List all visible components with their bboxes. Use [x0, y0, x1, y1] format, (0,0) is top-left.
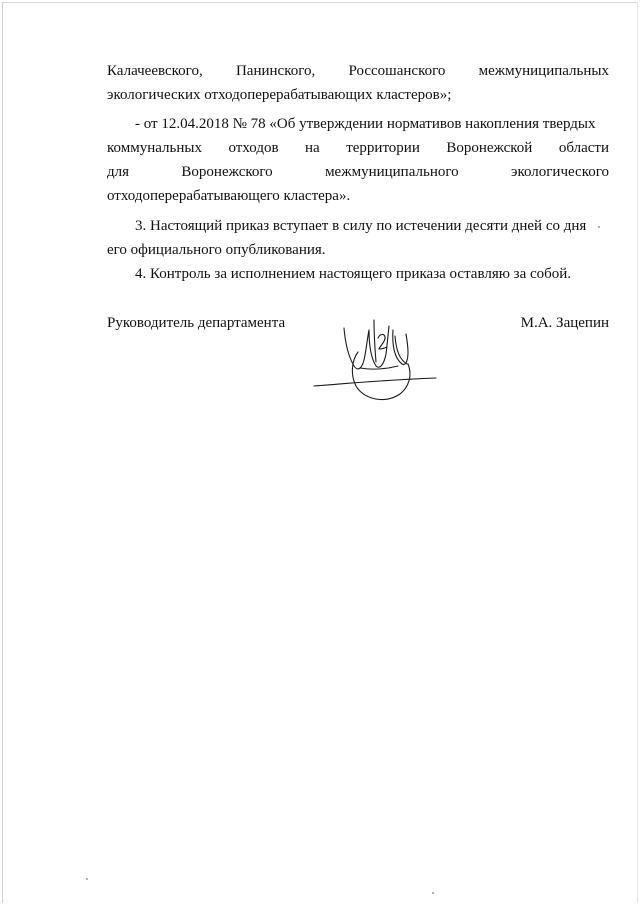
word: для: [107, 164, 130, 180]
paragraph-line: экологических отходоперерабатывающих кластеров»;: [107, 87, 452, 103]
paragraph-order-78: [107, 112, 609, 208]
paragraph-line: [107, 136, 609, 160]
paragraph-line: [107, 59, 609, 83]
word: межмуниципальных: [478, 63, 609, 79]
word: области: [558, 140, 609, 156]
word: территории: [346, 140, 420, 156]
paragraph-line: - от 12.04.2018 № 78 «Об утверждении нормативов накопления твердых: [135, 116, 596, 132]
paragraph-effective-date: [107, 214, 609, 262]
paragraph-control: [107, 262, 609, 286]
word: на: [305, 140, 320, 156]
signatory-name: М.А. Зацепин: [520, 315, 609, 331]
signatory-position: Руководитель департамента: [107, 315, 286, 331]
paragraph-line: его официального опубликования.: [107, 242, 326, 258]
word: Панинского,: [235, 63, 316, 79]
word: Россошанского: [348, 63, 446, 79]
page-border-right: [637, 2, 638, 903]
word: экологического: [511, 164, 609, 180]
paragraph-line: отходоперерабатывающего кластера».: [107, 188, 351, 204]
word: отходов: [228, 140, 279, 156]
paragraph-line: [107, 160, 609, 184]
paragraph-line: 3. Настоящий приказ вступает в силу по истечении десяти дней со дня: [135, 218, 587, 234]
scan-speck: [86, 878, 88, 880]
page-border-top: [2, 2, 638, 3]
word: коммунальных: [107, 140, 202, 156]
word: Калачеевского,: [107, 63, 203, 79]
handwritten-signature: [312, 316, 438, 412]
page-border-left: [2, 2, 3, 903]
paragraph-clusters: [107, 59, 609, 107]
word: Воронежского: [181, 164, 273, 180]
word: Воронежской: [446, 140, 533, 156]
scan-speck: [598, 226, 600, 228]
scan-speck: [432, 892, 434, 894]
word: межмуниципального: [325, 164, 459, 180]
paragraph-line: 4. Контроль за исполнением настоящего приказа оставляю за собой.: [135, 266, 572, 282]
